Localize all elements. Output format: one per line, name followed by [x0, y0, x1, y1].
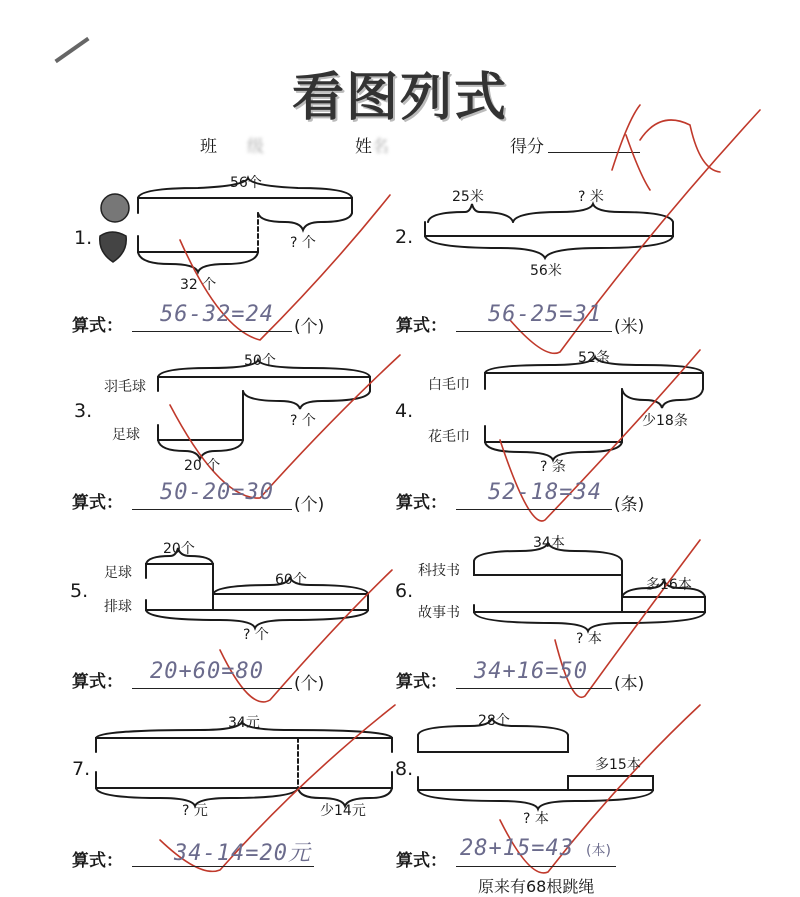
p3-number: 3. — [74, 400, 93, 422]
p7-top-label: 34元 — [228, 715, 260, 731]
p6-row1-label: 科技书 — [418, 563, 460, 579]
p4-less-label: 少18条 — [642, 413, 688, 429]
p7-number: 7. — [72, 758, 91, 780]
p4-number: 4. — [395, 400, 414, 422]
p7-q-label: ? 元 — [182, 803, 208, 819]
name-label-blurred: 名 — [372, 137, 389, 157]
p3-bottom-bar — [158, 425, 243, 440]
p6-answer-line — [456, 688, 612, 689]
p3-row2-label: 足球 — [112, 427, 140, 443]
p5-a-label: 20个 — [163, 541, 195, 557]
p8-q-label: ? 本 — [523, 811, 549, 827]
p5-number: 5. — [70, 580, 89, 602]
p2-b-label: ? 米 — [578, 189, 604, 205]
p1-bottom-bar — [138, 236, 258, 252]
p1-top-bar — [138, 198, 352, 213]
page-title: 看图列式 — [291, 68, 508, 128]
p7-formula-label: 算式： — [72, 851, 123, 871]
p4-unit: (条) — [614, 495, 645, 515]
orange-icon — [101, 194, 129, 222]
p1-bottom-label: 32 个 — [180, 277, 217, 293]
footer-text: 原来有68根跳绳 — [478, 877, 595, 896]
p8-number: 8. — [395, 758, 414, 780]
p6-top-label: 34本 — [533, 535, 565, 551]
p7-answer: 34-14=20元 — [174, 841, 311, 866]
class-label-blurred: 级 — [247, 137, 264, 157]
p6-formula-label: 算式： — [396, 672, 447, 692]
check-p3 — [170, 355, 400, 498]
p8-bottom-bar — [418, 776, 653, 790]
p3-unit: (个) — [294, 495, 325, 515]
p5-unit: (个) — [294, 674, 325, 694]
p5-top-bar — [146, 564, 213, 578]
p5-row2-label: 排球 — [104, 599, 132, 615]
p8-unit: (本) — [586, 843, 611, 859]
p5-answer: 20+60=80 — [150, 659, 264, 684]
p4-formula-label: 算式： — [396, 493, 447, 513]
p2-number: 2. — [395, 226, 414, 248]
p2-bar — [425, 222, 673, 236]
p7-top-bar — [96, 738, 392, 752]
p7-less-label: 少14元 — [320, 803, 366, 819]
p1-q-brace — [258, 213, 352, 230]
p6-row2-label: 故事书 — [418, 605, 460, 621]
p3-top-bar — [158, 377, 370, 391]
p6-answer: 34+16=50 — [474, 659, 588, 684]
strawberry-icon — [100, 232, 126, 262]
p1-q-label: ? 个 — [290, 235, 316, 251]
score-label: 得分 — [510, 137, 544, 157]
p1-bottom-brace — [138, 252, 258, 272]
p8-answer-line — [456, 866, 616, 867]
p8-answer: 28+15=43 — [460, 836, 574, 861]
p6-number: 6. — [395, 580, 414, 602]
p8-bottom-brace — [418, 790, 653, 809]
name-label: 姓 — [355, 137, 372, 157]
class-label: 班 — [200, 137, 217, 157]
p5-b-label: 60个 — [275, 572, 307, 588]
p3-answer-line — [132, 509, 292, 510]
p7-bottom-bar — [96, 772, 392, 788]
p6-q-label: ? 本 — [576, 631, 602, 647]
p2-answer-line — [456, 331, 612, 332]
p4-top-label: 52条 — [578, 350, 610, 366]
p4-less-brace — [622, 389, 703, 408]
p4-row1-label: 白毛巾 — [428, 377, 470, 393]
p8-more-label: 多15本 — [595, 757, 641, 773]
p3-formula-label: 算式： — [72, 493, 123, 513]
p6-more-label: 多16本 — [646, 577, 692, 593]
class-field — [200, 132, 264, 157]
p1-number: 1. — [74, 227, 93, 249]
p2-a-label: 25米 — [452, 189, 484, 205]
p3-top-label: 50个 — [244, 353, 276, 369]
p5-formula-label: 算式： — [72, 672, 123, 692]
p4-row2-label: 花毛巾 — [428, 429, 470, 445]
p8-top-label: 28个 — [478, 713, 510, 729]
p2-formula-label: 算式： — [396, 316, 447, 336]
p1-top-label: 56个 — [230, 175, 262, 191]
p6-bottom-bar — [474, 597, 705, 612]
p4-answer-line — [456, 509, 612, 510]
p5-q-label: ? 个 — [243, 627, 269, 643]
p3-q-label: ? 个 — [290, 413, 316, 429]
p1-unit: (个) — [294, 317, 325, 337]
p2-right-brace — [513, 204, 673, 222]
p3-row1-label: 羽毛球 — [104, 379, 146, 395]
p1-formula-label: 算式： — [72, 316, 123, 336]
p5-row1-label: 足球 — [104, 565, 132, 581]
p3-answer: 50-20=30 — [160, 480, 274, 505]
p6-unit: (本) — [614, 674, 645, 694]
score-underline — [548, 152, 640, 153]
p1-answer-line — [132, 331, 292, 332]
p2-left-brace — [428, 204, 513, 222]
p5-answer-line — [132, 688, 292, 689]
p3-q-brace — [243, 391, 370, 409]
p4-top-bar — [485, 373, 703, 389]
p5-bottom-bar — [146, 594, 368, 610]
p4-bottom-bar — [485, 426, 622, 442]
p2-total-label: 56米 — [530, 263, 562, 279]
p8-formula-label: 算式： — [396, 851, 447, 871]
p1-answer: 56-32=24 — [160, 302, 274, 327]
p2-bottom-brace — [425, 236, 673, 258]
score-field — [510, 132, 544, 157]
p2-unit: (米) — [614, 317, 645, 337]
p4-q-label: ? 条 — [540, 459, 566, 475]
p2-answer: 56-25=31 — [488, 302, 602, 327]
p6-top-bar — [474, 561, 622, 575]
p3-bottom-label: 20 个 — [184, 458, 221, 474]
p8-top-bar — [418, 735, 568, 752]
p4-answer: 52-18=34 — [488, 480, 602, 505]
name-field — [355, 132, 389, 157]
